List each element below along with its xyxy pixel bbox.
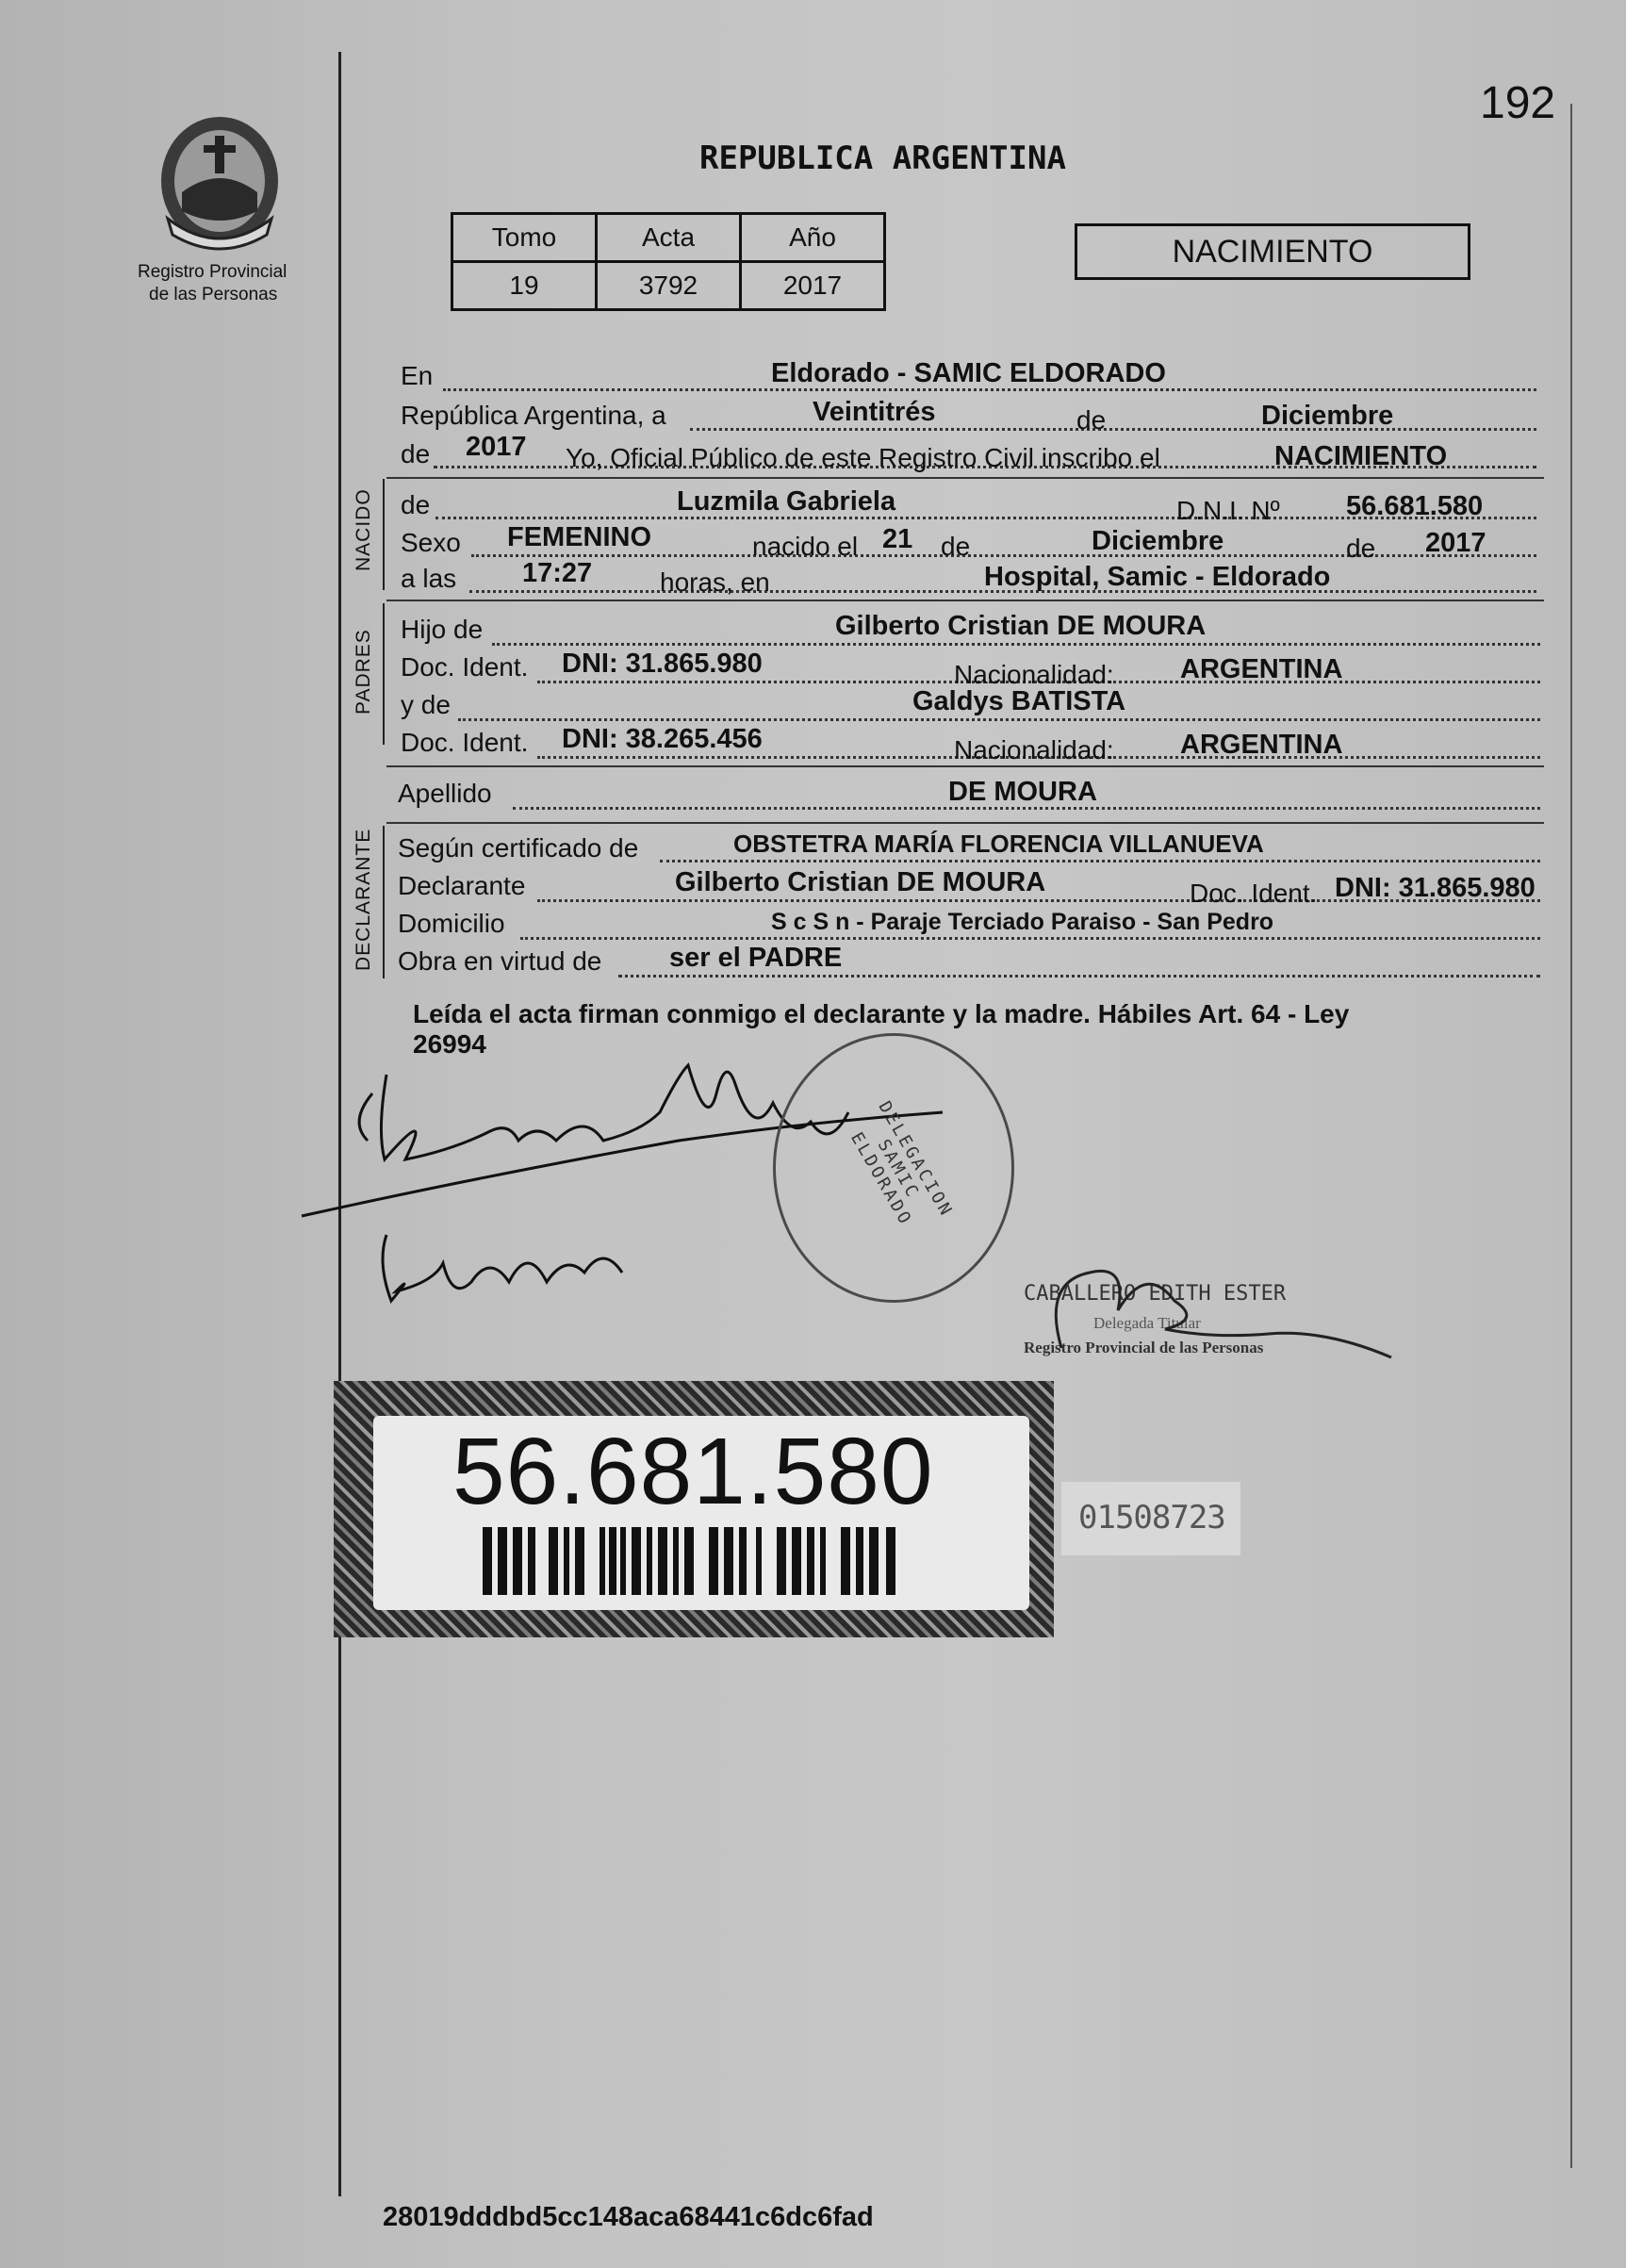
obra-dots — [618, 975, 1540, 978]
mother-dots — [458, 718, 1540, 721]
hijo-label: Hijo de — [401, 615, 484, 644]
sexo-label: Sexo — [401, 528, 461, 557]
place-value: Eldorado - SAMIC ELDORADO — [771, 358, 1166, 388]
cert-value: OBSTETRA MARÍA FLORENCIA VILLANUEVA — [733, 830, 1264, 858]
table-value-anio: 2017 — [741, 262, 885, 310]
record-type-box — [1075, 223, 1470, 280]
padres-separator — [386, 765, 1544, 767]
mother-name-value: Galdys BATISTA — [912, 686, 1126, 716]
mother-nat-value: ARGENTINA — [1180, 730, 1343, 760]
serial-sticker — [1061, 1482, 1240, 1555]
mother-doc-label: Doc. Ident. — [401, 728, 529, 757]
birth-place-value: Hospital, Samic - Eldorado — [984, 562, 1331, 592]
father-nat-label: Nacionalidad: — [954, 660, 1114, 689]
yde-label: y de — [401, 690, 451, 719]
sexo-dots — [471, 554, 1536, 557]
table-header-anio: Año — [741, 214, 885, 262]
father-doc-label: Doc. Ident. — [401, 652, 529, 682]
apellido-label: Apellido — [398, 779, 492, 808]
nacido-el-label: nacido el — [752, 532, 859, 561]
padres-section-label: PADRES — [353, 629, 374, 715]
apellido-separator — [386, 822, 1544, 824]
serial-number: 01508723 — [1078, 1499, 1225, 1537]
page-number: 192 — [1480, 78, 1556, 128]
nacido-de1-label: de — [941, 532, 971, 561]
padres-bracket — [383, 603, 385, 745]
de-label: de — [1076, 405, 1107, 435]
record-type-label: NACIMIENTO — [1172, 234, 1373, 270]
nacido-de2-label: de — [1346, 534, 1376, 563]
father-name-value: Gilberto Cristian DE MOURA — [835, 611, 1207, 641]
official-name: CABALLERO EDITH ESTER — [1024, 1282, 1287, 1306]
nacido-bracket — [383, 479, 385, 590]
obra-value: ser el PADRE — [669, 943, 843, 973]
obra-label: Obra en virtud de — [398, 946, 602, 976]
horas-label: horas, en — [660, 567, 770, 597]
round-stamp-text: DELEGACION SAMIC ELDORADO — [846, 1097, 957, 1230]
child-dni-value: 56.681.580 — [1346, 491, 1484, 521]
mother-signature — [383, 1235, 622, 1301]
republica-dots — [690, 428, 1536, 431]
table-value-acta: 3792 — [597, 262, 741, 310]
mother-nat-label: Nacionalidad: — [954, 735, 1114, 764]
record-table — [451, 212, 886, 311]
sexo-value: FEMENINO — [507, 522, 652, 552]
declarante-doc-value: DNI: 31.865.980 — [1335, 873, 1536, 903]
closing-line1: Leída el acta firman conmigo el declarante y la madre. Hábiles Art. 64 - Ley — [413, 999, 1350, 1028]
apellido-value: DE MOURA — [948, 777, 1097, 807]
inscribe-value: NACIMIENTO — [1274, 441, 1448, 471]
cert-dots — [660, 860, 1540, 863]
domicilio-dots — [520, 937, 1540, 940]
birth-year-value: 2017 — [1425, 528, 1486, 558]
declarante-bracket — [383, 826, 385, 978]
birth-day-value: 21 — [882, 524, 913, 554]
registry-name-line2: de las Personas — [149, 285, 278, 304]
declarante-value: Gilberto Cristian DE MOURA — [675, 867, 1046, 897]
birth-time-value: 17:27 — [522, 558, 593, 588]
day-words-value: Veintitrés — [813, 397, 936, 427]
table-value-tomo: 19 — [452, 262, 597, 310]
nacido-separator — [386, 600, 1544, 601]
nacido-section-label: NACIDO — [353, 488, 374, 571]
header-separator — [386, 477, 1544, 479]
nacido-de-label: de — [401, 490, 431, 519]
month-value: Diciembre — [1261, 401, 1394, 431]
dni-label: D.N.I. Nº — [1176, 496, 1280, 525]
birth-month-value: Diciembre — [1092, 526, 1224, 556]
barcode-label — [373, 1416, 1029, 1610]
official-stamp — [1024, 1273, 1363, 1376]
cert-label: Según certificado de — [398, 833, 639, 863]
declarante-section-label: DECLARANTE — [353, 828, 374, 971]
round-delegation-stamp — [773, 1033, 1014, 1303]
mother-doc-value: DNI: 38.265.456 — [562, 724, 763, 754]
official-signature — [1024, 1244, 1401, 1367]
table-header-acta: Acta — [597, 214, 741, 262]
hijo-dots — [492, 643, 1540, 646]
child-name-value: Luzmila Gabriela — [677, 486, 896, 517]
province-seal-logo — [149, 107, 290, 258]
official-role: Delegada Titular — [1093, 1314, 1201, 1332]
year-prefix-label: de — [401, 439, 431, 468]
barcode-number: 56.681.580 — [452, 1419, 934, 1524]
father-nat-value: ARGENTINA — [1180, 654, 1343, 684]
right-margin-line — [1570, 104, 1572, 2168]
republica-label: República Argentina, a — [401, 401, 666, 430]
domicilio-value: S c S n - Paraje Terciado Paraiso - San Pedro — [771, 909, 1274, 935]
father-doc-value: DNI: 31.865.980 — [562, 649, 763, 679]
declarante-doc-label: Doc. Ident. — [1190, 879, 1318, 908]
barcode-bars — [483, 1527, 907, 1595]
yo-text: Yo, Oficial Público de este Registro Civil inscribo el — [566, 443, 1160, 472]
declarante-label: Declarante — [398, 871, 526, 900]
country-title: REPUBLICA ARGENTINA — [699, 140, 1066, 177]
registry-name-line1: Registro Provincial — [138, 262, 287, 282]
alas-label: a las — [401, 564, 457, 593]
en-label: En — [401, 361, 434, 390]
domicilio-label: Domicilio — [398, 909, 505, 938]
year-value: 2017 — [466, 432, 527, 462]
table-header-tomo: Tomo — [452, 214, 597, 262]
footer-hash: 28019dddbd5cc148aca68441c6dc6fad — [383, 2202, 874, 2232]
official-registry: Registro Provincial de las Personas — [1024, 1339, 1264, 1356]
closing-line2: 26994 — [413, 1029, 486, 1059]
